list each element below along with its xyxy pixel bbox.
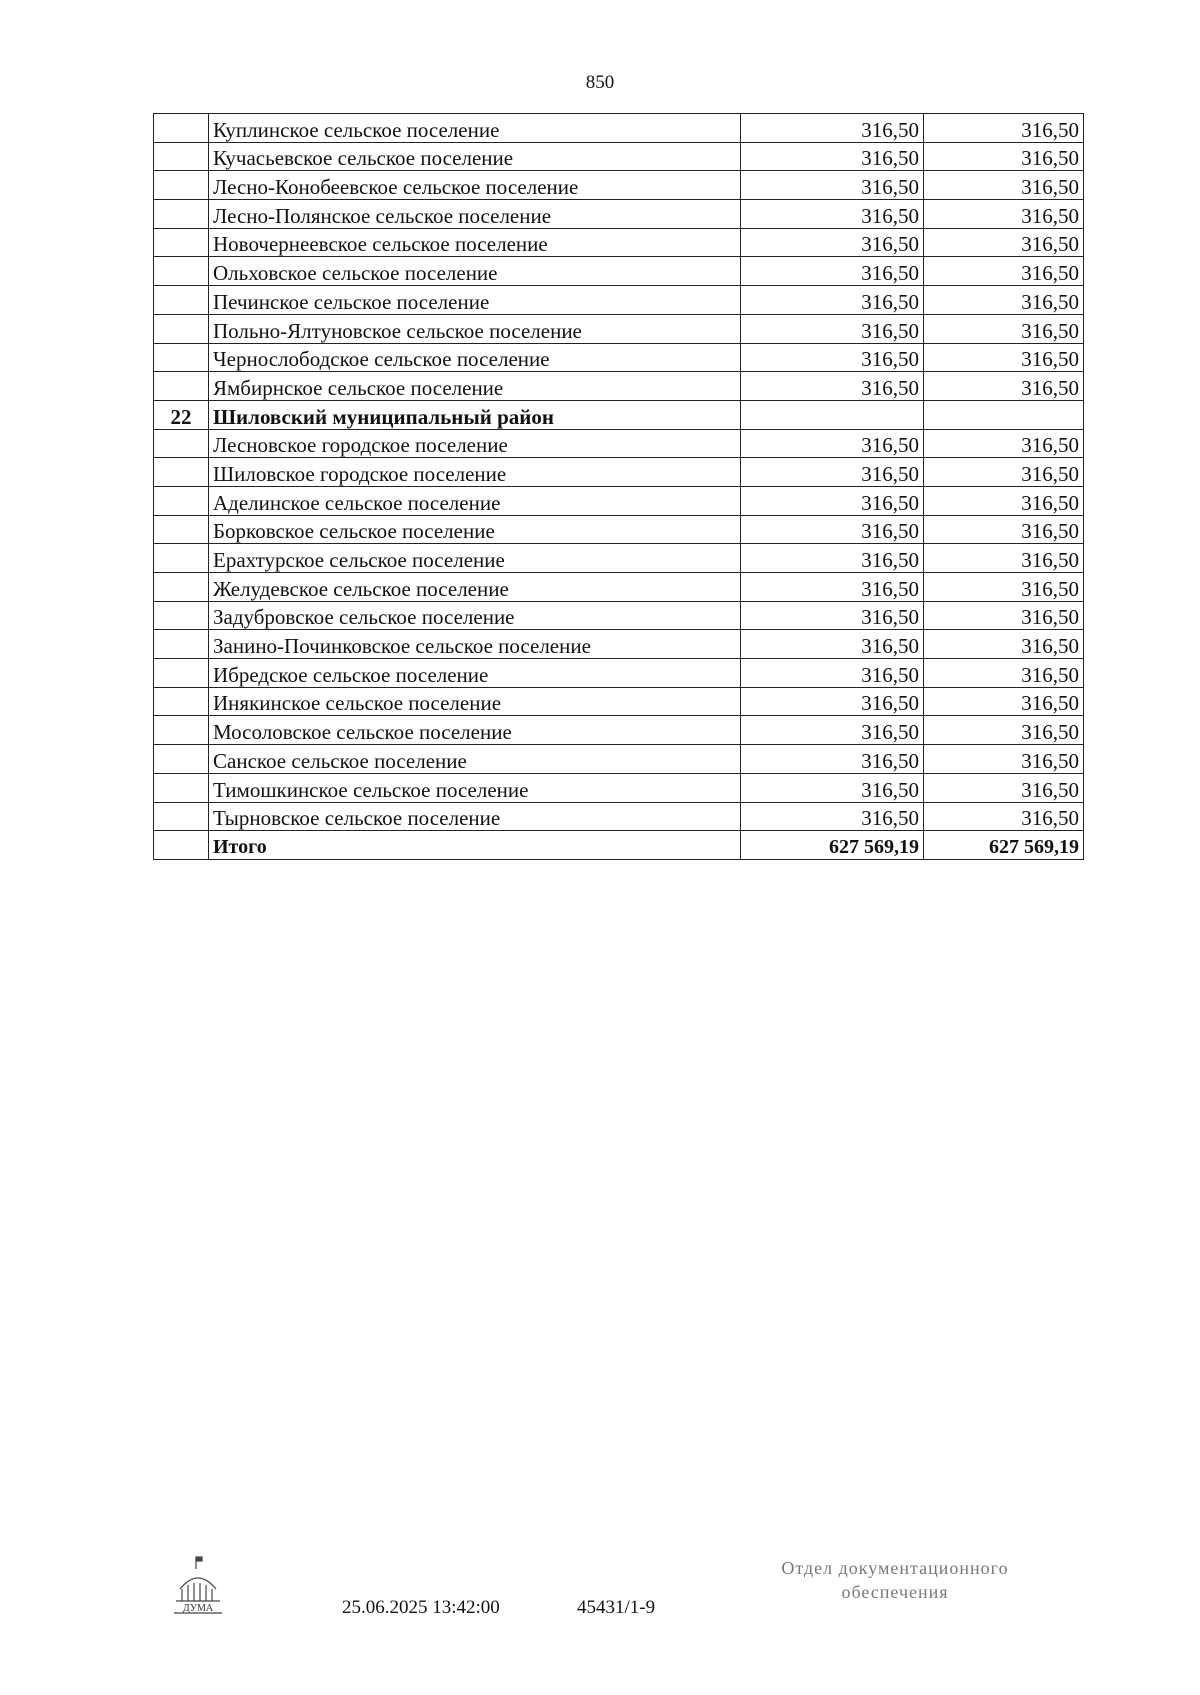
footer-doc-number: 45431/1-9	[577, 1597, 656, 1618]
settlement-name-cell: Лесно-Полянское сельское поселение	[209, 200, 741, 229]
table-row	[154, 486, 1084, 515]
value-2-cell: 316,50	[924, 228, 1084, 257]
table-row	[154, 601, 1084, 630]
value-1-cell: 316,50	[741, 716, 924, 745]
settlement-name-cell: Ерахтурское сельское поселение	[209, 544, 741, 573]
row-number-cell	[154, 773, 209, 802]
table-row	[154, 314, 1084, 343]
value-1-cell: 316,50	[741, 429, 924, 458]
table-row	[154, 114, 1084, 143]
settlement-name-cell: Шиловский муниципальный район	[209, 400, 741, 429]
value-2-cell: 316,50	[924, 314, 1084, 343]
value-1-cell: 316,50	[741, 228, 924, 257]
settlement-name-cell: Санское сельское поселение	[209, 745, 741, 774]
value-2-cell: 316,50	[924, 573, 1084, 602]
settlement-name-cell: Новочернеевское сельское поселение	[209, 228, 741, 257]
value-1-cell: 316,50	[741, 802, 924, 831]
value-2-cell: 316,50	[924, 659, 1084, 688]
stamp-line-2: обеспечения	[841, 1582, 949, 1602]
value-2-cell: 316,50	[924, 773, 1084, 802]
settlement-name-cell: Ямбирнское сельское поселение	[209, 372, 741, 401]
table-row	[154, 544, 1084, 573]
row-number-cell	[154, 486, 209, 515]
table-row	[154, 773, 1084, 802]
stamp-line-1: Отдел документационного	[781, 1558, 1009, 1578]
settlement-name-cell: Шиловское городское поселение	[209, 458, 741, 487]
district-row	[154, 400, 1084, 429]
row-number-cell	[154, 257, 209, 286]
table-row	[154, 286, 1084, 315]
value-1-cell: 316,50	[741, 142, 924, 171]
settlement-name-cell: Польно-Ялтуновское сельское поселение	[209, 314, 741, 343]
row-number-cell	[154, 142, 209, 171]
settlement-name-cell: Занино-Починковское сельское поселение	[209, 630, 741, 659]
table-row	[154, 573, 1084, 602]
row-number-cell	[154, 200, 209, 229]
table-row	[154, 429, 1084, 458]
settlement-name-cell: Лесно-Конобеевское сельское поселение	[209, 171, 741, 200]
footer-datetime: 25.06.2025 13:42:00	[342, 1597, 500, 1618]
budget-table	[153, 113, 1084, 860]
value-2-cell: 316,50	[924, 372, 1084, 401]
row-number-cell	[154, 573, 209, 602]
value-2-cell: 316,50	[924, 286, 1084, 315]
settlement-name-cell: Желудевское сельское поселение	[209, 573, 741, 602]
value-1-cell	[741, 400, 924, 429]
value-2-cell: 316,50	[924, 687, 1084, 716]
settlement-name-cell: Аделинское сельское поселение	[209, 486, 741, 515]
row-number-cell	[154, 745, 209, 774]
row-number-cell: 22	[154, 400, 209, 429]
value-1-cell: 316,50	[741, 458, 924, 487]
total-row	[154, 831, 1084, 860]
value-2-cell: 316,50	[924, 515, 1084, 544]
row-number-cell	[154, 114, 209, 143]
row-number-cell	[154, 659, 209, 688]
value-2-cell: 316,50	[924, 171, 1084, 200]
department-stamp	[745, 1556, 1045, 1604]
value-1-cell: 316,50	[741, 659, 924, 688]
table-row	[154, 171, 1084, 200]
value-1-cell: 316,50	[741, 773, 924, 802]
value-1-cell: 316,50	[741, 544, 924, 573]
value-1-cell: 316,50	[741, 257, 924, 286]
value-1-cell: 316,50	[741, 601, 924, 630]
settlement-name-cell: Ольховское сельское поселение	[209, 257, 741, 286]
svg-text:ДУМА: ДУМА	[182, 1603, 214, 1614]
settlement-name-cell: Куплинское сельское поселение	[209, 114, 741, 143]
table-body	[154, 114, 1084, 860]
value-2-cell: 316,50	[924, 544, 1084, 573]
value-2-cell: 316,50	[924, 458, 1084, 487]
table-row	[154, 343, 1084, 372]
settlement-name-cell: Лесновское городское поселение	[209, 429, 741, 458]
value-2-cell: 316,50	[924, 257, 1084, 286]
row-number-cell	[154, 544, 209, 573]
row-number-cell	[154, 687, 209, 716]
value-1-cell: 316,50	[741, 286, 924, 315]
value-2-cell	[924, 400, 1084, 429]
value-1-cell: 316,50	[741, 314, 924, 343]
row-number-cell	[154, 802, 209, 831]
settlement-name-cell: Тырновское сельское поселение	[209, 802, 741, 831]
table-row	[154, 228, 1084, 257]
value-2-cell: 316,50	[924, 716, 1084, 745]
total-label-cell: Итого	[209, 831, 741, 860]
table-row	[154, 659, 1084, 688]
total-number-cell	[154, 831, 209, 860]
table-row	[154, 200, 1084, 229]
value-2-cell: 316,50	[924, 343, 1084, 372]
settlement-name-cell: Чернослободское сельское поселение	[209, 343, 741, 372]
value-1-cell: 316,50	[741, 171, 924, 200]
value-2-cell: 316,50	[924, 114, 1084, 143]
value-1-cell: 316,50	[741, 200, 924, 229]
value-2-cell: 316,50	[924, 142, 1084, 171]
value-1-cell: 316,50	[741, 343, 924, 372]
row-number-cell	[154, 286, 209, 315]
row-number-cell	[154, 630, 209, 659]
row-number-cell	[154, 458, 209, 487]
settlement-name-cell: Борковское сельское поселение	[209, 515, 741, 544]
settlement-name-cell: Кучасьевское сельское поселение	[209, 142, 741, 171]
value-1-cell: 316,50	[741, 486, 924, 515]
settlement-name-cell: Тимошкинское сельское поселение	[209, 773, 741, 802]
row-number-cell	[154, 314, 209, 343]
value-2-cell: 316,50	[924, 630, 1084, 659]
row-number-cell	[154, 716, 209, 745]
row-number-cell	[154, 429, 209, 458]
settlement-name-cell: Печинское сельское поселение	[209, 286, 741, 315]
value-1-cell: 316,50	[741, 372, 924, 401]
table-row	[154, 372, 1084, 401]
table-row	[154, 716, 1084, 745]
table-row	[154, 687, 1084, 716]
total-value-1-cell: 627 569,19	[741, 831, 924, 860]
page-number: 850	[585, 72, 615, 93]
table-row	[154, 745, 1084, 774]
value-1-cell: 316,50	[741, 114, 924, 143]
row-number-cell	[154, 515, 209, 544]
row-number-cell	[154, 171, 209, 200]
value-1-cell: 316,50	[741, 573, 924, 602]
value-1-cell: 316,50	[741, 687, 924, 716]
table-row	[154, 142, 1084, 171]
table-row	[154, 630, 1084, 659]
value-1-cell: 316,50	[741, 515, 924, 544]
value-2-cell: 316,50	[924, 200, 1084, 229]
row-number-cell	[154, 601, 209, 630]
value-2-cell: 316,50	[924, 802, 1084, 831]
value-2-cell: 316,50	[924, 486, 1084, 515]
settlement-name-cell: Задубровское сельское поселение	[209, 601, 741, 630]
settlement-name-cell: Ибредское сельское поселение	[209, 659, 741, 688]
table-row	[154, 802, 1084, 831]
table-row	[154, 515, 1084, 544]
table-row	[154, 458, 1084, 487]
row-number-cell	[154, 228, 209, 257]
table-row	[154, 257, 1084, 286]
value-2-cell: 316,50	[924, 429, 1084, 458]
value-2-cell: 316,50	[924, 601, 1084, 630]
settlement-name-cell: Инякинское сельское поселение	[209, 687, 741, 716]
settlement-name-cell: Мосоловское сельское поселение	[209, 716, 741, 745]
value-1-cell: 316,50	[741, 745, 924, 774]
value-1-cell: 316,50	[741, 630, 924, 659]
row-number-cell	[154, 343, 209, 372]
value-2-cell: 316,50	[924, 745, 1084, 774]
total-value-2-cell: 627 569,19	[924, 831, 1084, 860]
row-number-cell	[154, 372, 209, 401]
duma-logo-icon	[168, 1555, 228, 1615]
